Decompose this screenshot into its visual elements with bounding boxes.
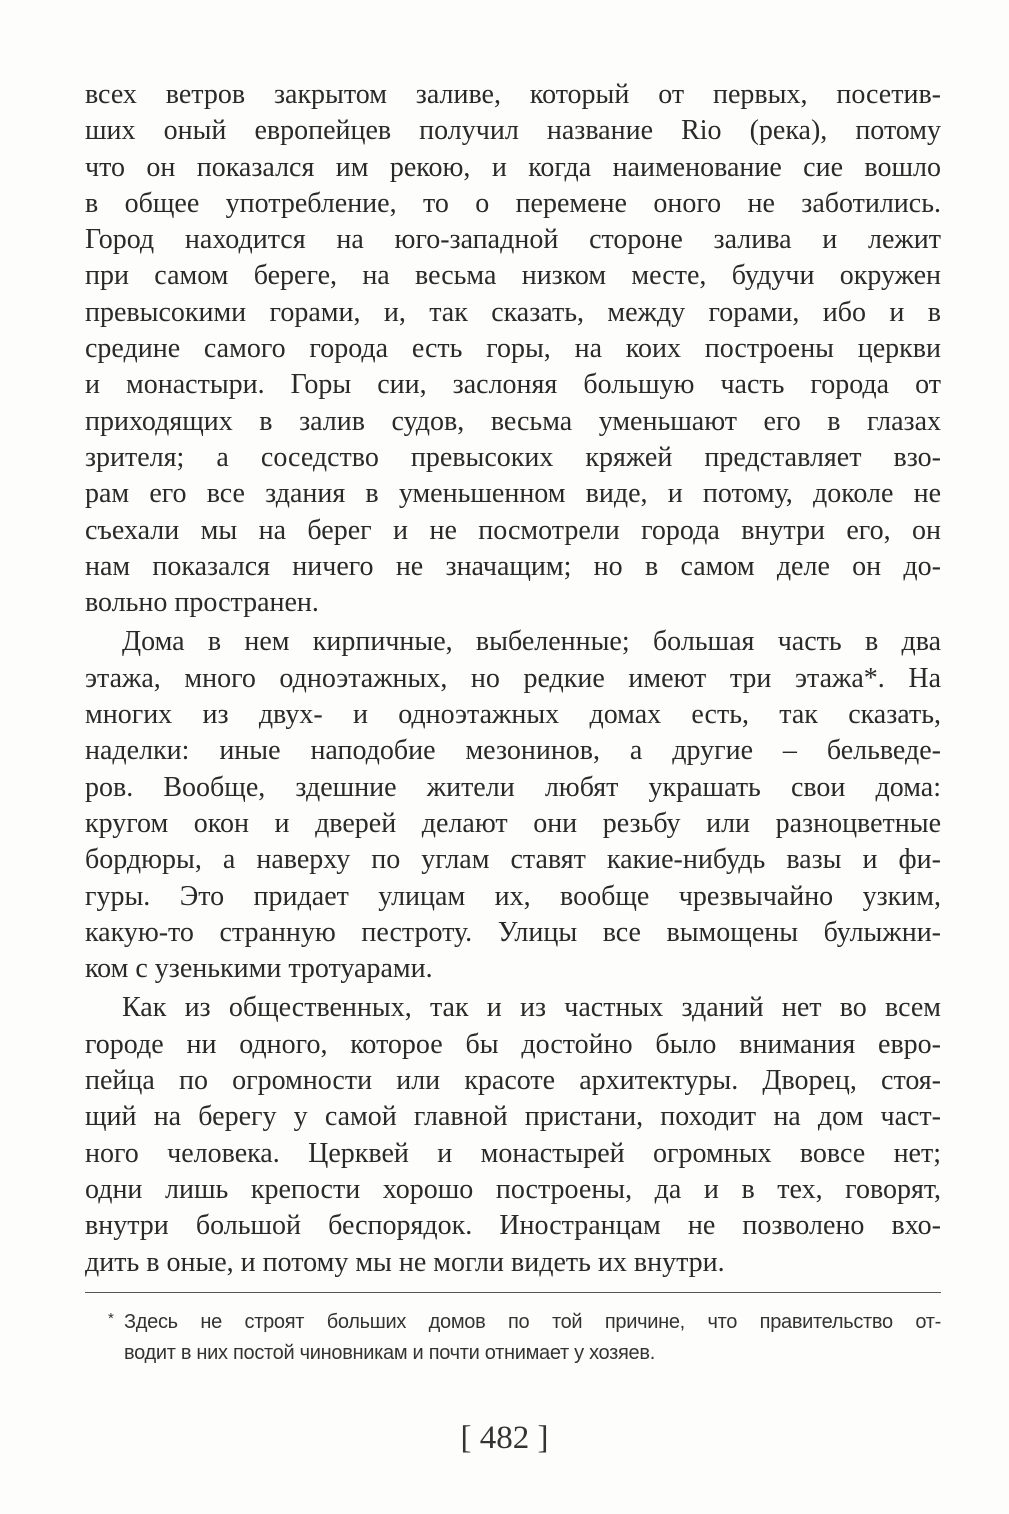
text-line: какую-то странную пестроту. Улицы все вымощены булыжни- <box>85 916 941 948</box>
text-line: ров. Вообще, здешние жители любят украшать свои дома: <box>85 771 941 803</box>
text-line: пейца по огромности или красоте архитектуры. Дворец, стоя- <box>85 1065 941 1097</box>
footnote-divider <box>85 1292 941 1293</box>
text-line: при самом береге, на весьма низком месте, будучи окружен <box>85 260 941 292</box>
paragraph <box>85 624 941 987</box>
text-line: всех ветров закрытом заливе, который от первых, посетив- <box>85 79 941 110</box>
text-line: что он показался им рекою, и когда наименование сие вошло <box>85 151 941 183</box>
page-number: [ 482 ] <box>460 1420 549 1456</box>
text-line: Дома в нем кирпичные, выбеленные; большая часть в два <box>122 626 941 658</box>
body-text <box>85 77 941 1281</box>
text-line: внутри большой беспорядок. Иностранцам не позволено вхо- <box>85 1210 941 1242</box>
text-line: нам показался ничего не значащим; но в самом деле он до- <box>85 550 941 582</box>
text-line: съехали мы на берег и не посмотрели города внутри его, он <box>85 514 941 546</box>
text-line: этажа, много одноэтажных, но редкие имеют три этажа*. На <box>85 662 941 694</box>
text-line: ших оный европейцев получил название Rio (река), потому <box>85 115 941 147</box>
text-line: средине самого города есть горы, на коих построены церкви <box>85 333 941 365</box>
text-line: наделки: иные наподобие мезонинов, а другие – бельведе- <box>85 735 941 767</box>
text-line: ного человека. Церквей и монастырей огромных вовсе нет; <box>85 1137 941 1169</box>
text-line: одни лишь крепости хорошо построены, да и в тех, говорят, <box>85 1173 941 1205</box>
text-line: щий на берегу у самой главной пристани, походит на дом част- <box>85 1101 941 1133</box>
text-line: в общее употребление, то о перемене оного не заботились. <box>85 187 941 219</box>
text-line: и монастыри. Горы сии, заслоняя большую часть города от <box>85 369 941 401</box>
footnote <box>104 1307 941 1369</box>
paragraph <box>85 77 941 621</box>
text-line: городе ни одного, которое бы достойно было внимания евро- <box>85 1028 941 1060</box>
text-line: Как из общественных, так и из частных зданий нет во всем <box>122 992 941 1024</box>
footnote-line: Здесь не строят больших домов по той причине, что правительство от- <box>124 1311 941 1333</box>
text-line: кругом окон и дверей делают они резьбу или разноцветные <box>85 807 941 839</box>
footnote-line: водит в них постой чиновникам и почти отнимает у хозяев. <box>124 1342 655 1364</box>
text-line: ком с узенькими тротуарами. <box>85 953 433 985</box>
text-line: бордюры, а наверху по углам ставят какие-нибудь вазы и фи- <box>85 844 941 876</box>
text-line: приходящих в залив судов, весьма уменьшают его в глазах <box>85 405 941 437</box>
paragraph <box>85 990 941 1280</box>
footnote-marker: * <box>108 1310 114 1327</box>
text-line: Город находится на юго-западной стороне залива и лежит <box>85 224 941 256</box>
text-line: гуры. Это придает улицам их, вообще чрезвычайно узким, <box>85 880 941 912</box>
text-line: дить в оные, и потому мы не могли видеть их внутри. <box>85 1246 725 1278</box>
text-line: вольно пространен. <box>85 587 319 619</box>
text-line: рам его все здания в уменьшенном виде, и потому, доколе не <box>85 478 941 510</box>
text-line: превысокими горами, и, так сказать, между горами, ибо и в <box>85 296 941 328</box>
text-line: многих из двух- и одноэтажных домах есть, так сказать, <box>85 699 941 731</box>
text-line: зрителя; а соседство превысоких кряжей представляет взо- <box>85 441 941 473</box>
